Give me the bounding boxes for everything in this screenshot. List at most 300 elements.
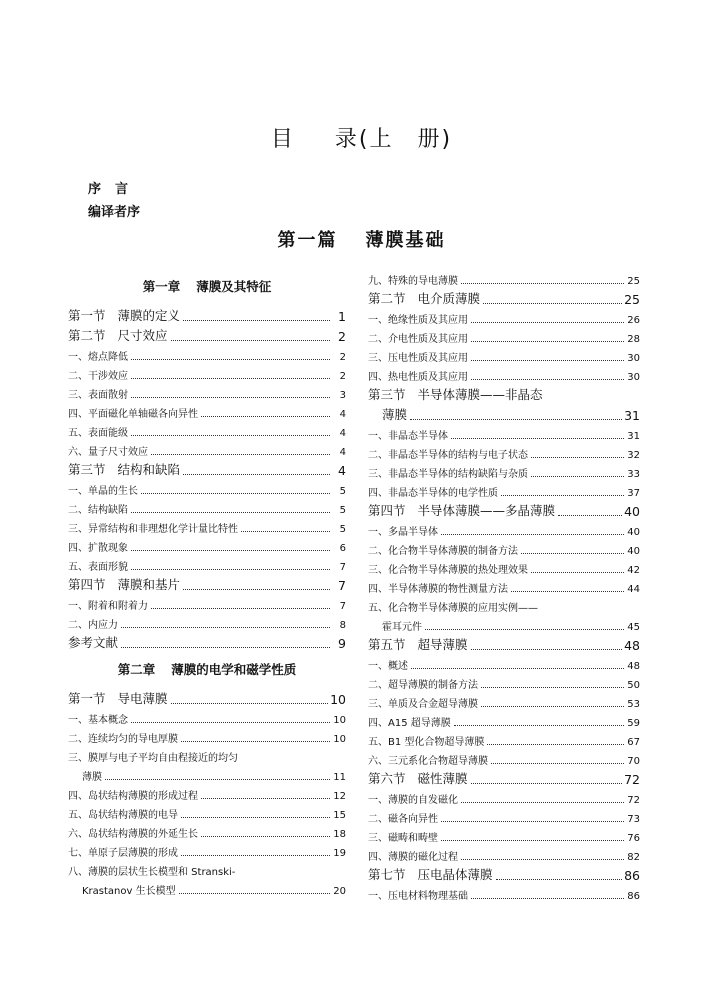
- entry-label: [68, 844, 178, 859]
- entry-text: 三、膜厚与电子平均自由程接近的均匀: [68, 753, 238, 764]
- entry-label: [368, 733, 484, 748]
- entry-text: 三、单质及合金超导薄膜: [368, 699, 478, 710]
- entry-label: [68, 405, 198, 420]
- entry-text: 二、磁各向异性: [368, 814, 438, 825]
- toc-item-entry: [368, 883, 640, 902]
- page-number: 26: [627, 315, 640, 326]
- dot-leader: [131, 359, 330, 360]
- page-number: 4: [338, 463, 346, 478]
- page-number: 32: [627, 450, 640, 461]
- entry-label: [368, 848, 458, 863]
- toc-section-entry: [68, 573, 346, 593]
- page-number: 10: [333, 734, 346, 745]
- toc-item-entry: [368, 844, 640, 863]
- toc-item-entry: [368, 576, 640, 595]
- entry-label: [368, 446, 528, 461]
- part-name: 薄膜基础: [365, 230, 446, 251]
- section-number: 第七节: [368, 867, 406, 882]
- page-number: 20: [333, 886, 346, 897]
- dot-leader: [471, 341, 624, 342]
- front-matter-translator-preface: 编译者序: [88, 205, 141, 220]
- dot-leader: [454, 725, 624, 726]
- page-number: 50: [627, 680, 640, 691]
- toc-item-entry: [368, 729, 640, 748]
- entry-text: 三、压电性质及其应用: [368, 353, 468, 364]
- entry-text: 超导薄膜: [417, 637, 468, 652]
- toc-left-column: [68, 268, 346, 897]
- toc-item-entry: [68, 783, 346, 802]
- dot-leader: [471, 360, 624, 361]
- page-number: 25: [627, 276, 640, 287]
- toc-item-entry: [368, 461, 640, 480]
- chapter-title: 薄膜的电学和磁学性质: [171, 662, 297, 677]
- entry-text: 半导体薄膜——非晶态: [417, 387, 543, 402]
- entry-text: 四、扩散现象: [68, 543, 128, 554]
- entry-text: 一、绝缘性质及其应用: [368, 315, 468, 326]
- toc-section-entry: [368, 499, 640, 519]
- dot-leader: [461, 859, 624, 860]
- toc-item-entry: [68, 497, 346, 516]
- page-number: 31: [624, 408, 640, 423]
- toc-item-entry: [68, 802, 346, 821]
- section-number: 第一节: [68, 308, 106, 323]
- toc-section-entry-continued: [368, 403, 640, 423]
- page-number: 10: [333, 715, 346, 726]
- entry-label: [68, 424, 128, 439]
- entry-label: [368, 791, 458, 806]
- entry-text: 二、连续均匀的导电厚膜: [68, 734, 178, 745]
- toc-item-entry: [368, 364, 640, 383]
- toc-item-entry: [368, 787, 640, 806]
- page-number: 33: [627, 469, 640, 480]
- toc-item-entry: [368, 748, 640, 767]
- dot-leader: [171, 340, 330, 341]
- dot-leader: [105, 779, 330, 780]
- page-number: 53: [627, 699, 640, 710]
- page-number: 15: [333, 810, 346, 821]
- entry-label: [382, 405, 407, 423]
- dot-leader: [131, 550, 330, 551]
- page-number: 59: [627, 718, 640, 729]
- toc-section-entry: [368, 383, 640, 403]
- toc-item-entry: [368, 268, 640, 287]
- section-number: 第三节: [368, 387, 406, 402]
- page-number: 3: [339, 390, 346, 401]
- entry-label: [68, 501, 128, 516]
- entry-text: 电介质薄膜: [417, 291, 481, 306]
- entry-label: [82, 768, 102, 783]
- entry-text: 一、薄膜的自发磁化: [368, 795, 458, 806]
- entry-label: [68, 711, 128, 726]
- title-right: 录(上 册): [334, 127, 453, 152]
- entry-label: [68, 539, 128, 554]
- toc-item-entry: [68, 554, 346, 573]
- toc-item-entry: [68, 726, 346, 745]
- entry-label: [68, 689, 168, 707]
- entry-label: [368, 695, 478, 710]
- toc-item-entry: [68, 535, 346, 554]
- part-title: [0, 226, 723, 252]
- entry-text: 二、非晶态半导体的结构与电子状态: [368, 450, 528, 461]
- page-number: 48: [624, 638, 640, 653]
- toc-right-column: [368, 268, 640, 902]
- front-matter-preface: 序言: [88, 182, 143, 197]
- toc-item-entry: [368, 480, 640, 499]
- dot-leader: [487, 744, 624, 745]
- toc-section-entry: [368, 767, 640, 787]
- entry-text: 九、特殊的导电薄膜: [368, 276, 458, 287]
- entry-label: [68, 787, 198, 802]
- entry-label: [368, 810, 438, 825]
- toc-item-entry: [68, 478, 346, 497]
- toc-item-entry: [68, 439, 346, 458]
- entry-text: 一、多晶半导体: [368, 527, 438, 538]
- page-number: 10: [330, 692, 346, 707]
- page-title: [0, 122, 723, 153]
- entry-label: [368, 272, 458, 287]
- entry-label: [68, 558, 128, 573]
- section-number: 第三节: [68, 462, 106, 477]
- dot-leader: [131, 722, 330, 723]
- toc-section-entry: [368, 863, 640, 883]
- dot-leader: [151, 454, 330, 455]
- toc-item-entry: [368, 423, 640, 442]
- entry-label: [68, 348, 128, 363]
- dot-leader: [151, 608, 330, 609]
- toc-item-entry: [68, 516, 346, 535]
- toc-item-entry: [368, 691, 640, 710]
- entry-label: [68, 367, 128, 382]
- page-number: 4: [339, 447, 346, 458]
- entry-text: 二、介电性质及其应用: [368, 334, 468, 345]
- page-number: 12: [333, 791, 346, 802]
- title-left: 目: [270, 127, 295, 152]
- entry-text: 四、半导体薄膜的物性测量方法: [368, 584, 508, 595]
- dot-leader: [241, 531, 330, 532]
- toc-item-entry: [68, 344, 346, 363]
- dot-leader: [521, 553, 624, 554]
- chapter-title: 薄膜及其特征: [196, 279, 272, 294]
- dot-leader: [496, 879, 623, 880]
- entry-text: 半导体薄膜——多晶薄膜: [417, 503, 556, 518]
- entry-label: [368, 501, 555, 519]
- toc-item-entry: [68, 859, 346, 878]
- entry-label: [382, 618, 422, 633]
- page-number: 73: [627, 814, 640, 825]
- dot-leader: [491, 763, 624, 764]
- page-number: 72: [627, 795, 640, 806]
- entry-text: 霍耳元件: [382, 622, 422, 633]
- page-number: 2: [339, 371, 346, 382]
- entry-label: [368, 289, 480, 307]
- entry-text: 一、非晶态半导体: [368, 431, 448, 442]
- dot-leader: [441, 821, 624, 822]
- page-number: 28: [627, 334, 640, 345]
- toc-item-entry: [68, 821, 346, 840]
- entry-text: 二、内应力: [68, 620, 118, 631]
- entry-text: 一、单晶的生长: [68, 486, 138, 497]
- section-number: 第四节: [68, 577, 106, 592]
- entry-text: 三、表面散射: [68, 390, 128, 401]
- dot-leader: [181, 741, 330, 742]
- entry-label: [368, 580, 508, 595]
- section-number: 第四节: [368, 503, 406, 518]
- dot-leader: [531, 457, 624, 458]
- entry-text: 五、B1 型化合物超导薄膜: [368, 737, 485, 748]
- entry-text: 薄膜: [82, 772, 102, 783]
- dot-leader: [511, 591, 624, 592]
- toc-section-entry: [68, 631, 346, 651]
- entry-text: 五、化合物半导体薄膜的应用实例——: [368, 603, 538, 614]
- entry-text: 二、超导薄膜的制备方法: [368, 680, 478, 691]
- entry-label: [368, 561, 528, 576]
- dot-leader: [131, 435, 330, 436]
- entry-text: 五、表面形貌: [68, 562, 128, 573]
- dot-leader: [501, 495, 624, 496]
- entry-label: [68, 806, 178, 821]
- dot-leader: [531, 572, 624, 573]
- entry-text: 三、化合物半导体薄膜的热处理效果: [368, 565, 528, 576]
- toc-item-entry: [368, 595, 640, 614]
- section-number: 第五节: [368, 637, 406, 652]
- page-number: 5: [339, 486, 346, 497]
- section-number: 第二节: [368, 291, 406, 306]
- toc-item-entry: [368, 653, 640, 672]
- entry-label: [368, 484, 498, 499]
- entry-text: 五、表面能级: [68, 428, 128, 439]
- dot-leader: [171, 703, 329, 704]
- toc-item-entry: [368, 672, 640, 691]
- entry-text: 一、压电材料物理基础: [368, 891, 468, 902]
- page-number: 67: [627, 737, 640, 748]
- page-number: 1: [338, 309, 346, 324]
- toc-item-entry: [68, 382, 346, 401]
- page-number: 4: [339, 409, 346, 420]
- toc-item-entry: [368, 806, 640, 825]
- page-number: 40: [627, 527, 640, 538]
- page-number: 18: [333, 829, 346, 840]
- section-number: 第六节: [368, 771, 406, 786]
- entry-label: [368, 465, 528, 480]
- dot-leader: [121, 647, 330, 648]
- page-number: 44: [627, 584, 640, 595]
- dot-leader: [461, 802, 624, 803]
- toc-item-entry: [368, 557, 640, 576]
- dot-leader: [179, 893, 330, 894]
- entry-label: [368, 311, 468, 326]
- toc-item-entry: [368, 307, 640, 326]
- toc-item-entry: [68, 593, 346, 612]
- entry-text: Krastanov 生长模型: [82, 886, 176, 897]
- page-number: 42: [627, 565, 640, 576]
- toc-item-entry: [68, 707, 346, 726]
- dot-leader: [483, 303, 622, 304]
- toc-item-entry: [368, 345, 640, 364]
- dot-leader: [471, 379, 624, 380]
- dot-leader: [425, 629, 624, 630]
- entry-label: [68, 306, 180, 324]
- dot-leader: [461, 283, 624, 284]
- entry-label: [368, 657, 408, 672]
- entry-text: 三、非晶态半导体的结构缺陷与杂质: [368, 469, 528, 480]
- dot-leader: [131, 378, 330, 379]
- dot-leader: [410, 419, 622, 420]
- dot-leader: [183, 320, 330, 321]
- dot-leader: [141, 493, 330, 494]
- toc-item-entry: [68, 745, 346, 764]
- entry-label: [68, 520, 238, 535]
- toc-item-entry: [68, 612, 346, 631]
- page-number: 8: [339, 620, 346, 631]
- page-number: 86: [627, 891, 640, 902]
- page-number: 30: [627, 353, 640, 364]
- page-number: 37: [627, 488, 640, 499]
- toc-item-entry: [368, 442, 640, 461]
- dot-leader: [441, 840, 624, 841]
- entry-text: 四、岛状结构薄膜的形成过程: [68, 791, 198, 802]
- entry-text: 导电薄膜: [117, 691, 168, 706]
- entry-text: 四、平面磁化单轴磁各向异性: [68, 409, 198, 420]
- entry-text: 薄膜和基片: [117, 577, 181, 592]
- toc-section-entry: [368, 287, 640, 307]
- entry-text: 四、非晶态半导体的电学性质: [368, 488, 498, 499]
- entry-text: 三、磁畴和畴壁: [368, 833, 438, 844]
- entry-label: [368, 887, 468, 902]
- entry-text: 八、薄膜的层状生长模型和 Stranski-: [68, 867, 236, 878]
- entry-label: [68, 575, 180, 593]
- toc-item-entry: [368, 710, 640, 729]
- dot-leader: [131, 569, 330, 570]
- section-number: 第二节: [68, 328, 106, 343]
- toc-entry-continued: [368, 614, 640, 633]
- entry-text: 六、岛状结构薄膜的外延生长: [68, 829, 198, 840]
- entry-label: [68, 616, 118, 631]
- page-number: 6: [339, 543, 346, 554]
- page-number: 31: [627, 431, 640, 442]
- entry-text: 三、异常结构和非理想化学计量比特性: [68, 524, 238, 535]
- page-number: 40: [627, 546, 640, 557]
- entry-text: 六、三元系化合物超导薄膜: [368, 756, 488, 767]
- entry-label: [68, 863, 235, 878]
- page-number: 19: [333, 848, 346, 859]
- entry-text: 参考文献: [68, 635, 119, 650]
- entry-label: [68, 633, 118, 651]
- dot-leader: [181, 855, 330, 856]
- entry-text: 薄膜的定义: [117, 308, 181, 323]
- dot-leader: [201, 798, 330, 799]
- entry-label: [368, 368, 468, 383]
- toc-section-entry: [68, 687, 346, 707]
- entry-text: 结构和缺陷: [117, 462, 181, 477]
- entry-text: 一、基本概念: [68, 715, 128, 726]
- entry-text: 四、热电性质及其应用: [368, 372, 468, 383]
- toc-item-entry: [368, 326, 640, 345]
- entry-label: [68, 730, 178, 745]
- entry-text: 尺寸效应: [117, 328, 168, 343]
- page-number: 7: [339, 601, 346, 612]
- page-number: 7: [338, 578, 346, 593]
- entry-label: [368, 330, 468, 345]
- entry-text: 薄膜: [382, 407, 408, 422]
- toc-item-entry: [68, 840, 346, 859]
- dot-leader: [181, 817, 330, 818]
- toc-item-entry: [368, 825, 640, 844]
- entry-label: [368, 676, 478, 691]
- page-number: 30: [627, 372, 640, 383]
- entry-label: [368, 635, 468, 653]
- entry-text: 磁性薄膜: [417, 771, 468, 786]
- page-number: 2: [339, 352, 346, 363]
- chapter-heading: [68, 268, 346, 304]
- dot-leader: [183, 589, 330, 590]
- entry-text: 四、薄膜的磁化过程: [368, 852, 458, 863]
- dot-leader: [481, 687, 624, 688]
- entry-label: [82, 882, 176, 897]
- entry-label: [368, 385, 543, 403]
- entry-label: [68, 460, 180, 478]
- dot-leader: [471, 783, 623, 784]
- entry-label: [368, 752, 488, 767]
- page-number: 2: [338, 329, 346, 344]
- entry-label: [368, 349, 468, 364]
- entry-label: [68, 326, 168, 344]
- dot-leader: [441, 534, 624, 535]
- toc-section-entry: [68, 324, 346, 344]
- page-number: 82: [627, 852, 640, 863]
- entry-text: 一、附着和附着力: [68, 601, 148, 612]
- page-number: 5: [339, 524, 346, 535]
- dot-leader: [131, 397, 330, 398]
- toc-item-entry: [68, 420, 346, 439]
- page-number: 70: [627, 756, 640, 767]
- page-number: 72: [624, 772, 640, 787]
- page-number: 11: [333, 772, 346, 783]
- entry-label: [368, 714, 451, 729]
- entry-text: 七、单原子层薄膜的形成: [68, 848, 178, 859]
- dot-leader: [531, 476, 624, 477]
- chapter-number: 第二章: [117, 662, 156, 677]
- section-number: 第一节: [68, 691, 106, 706]
- entry-label: [368, 542, 518, 557]
- entry-label: [368, 769, 468, 787]
- page-number: 45: [627, 622, 640, 633]
- entry-label: [68, 482, 138, 497]
- dot-leader: [131, 512, 330, 513]
- part-number: 第一篇: [277, 230, 338, 251]
- entry-label: [68, 749, 238, 764]
- toc-item-entry: [368, 519, 640, 538]
- dot-leader: [471, 322, 624, 323]
- entry-text: 一、概述: [368, 661, 408, 672]
- entry-text: 二、结构缺陷: [68, 505, 128, 516]
- page-number: 5: [339, 505, 346, 516]
- toc-entry-continued: [68, 764, 346, 783]
- entry-text: 二、干涉效应: [68, 371, 128, 382]
- entry-label: [368, 865, 493, 883]
- dot-leader: [471, 649, 623, 650]
- toc-section-entry: [68, 458, 346, 478]
- dot-leader: [183, 474, 330, 475]
- dot-leader: [451, 438, 624, 439]
- entry-text: 二、化合物半导体薄膜的制备方法: [368, 546, 518, 557]
- page-number: 76: [627, 833, 640, 844]
- page-number: 7: [339, 562, 346, 573]
- entry-label: [368, 427, 448, 442]
- entry-label: [68, 597, 148, 612]
- entry-text: 压电晶体薄膜: [417, 867, 493, 882]
- dot-leader: [558, 515, 622, 516]
- entry-label: [368, 599, 538, 614]
